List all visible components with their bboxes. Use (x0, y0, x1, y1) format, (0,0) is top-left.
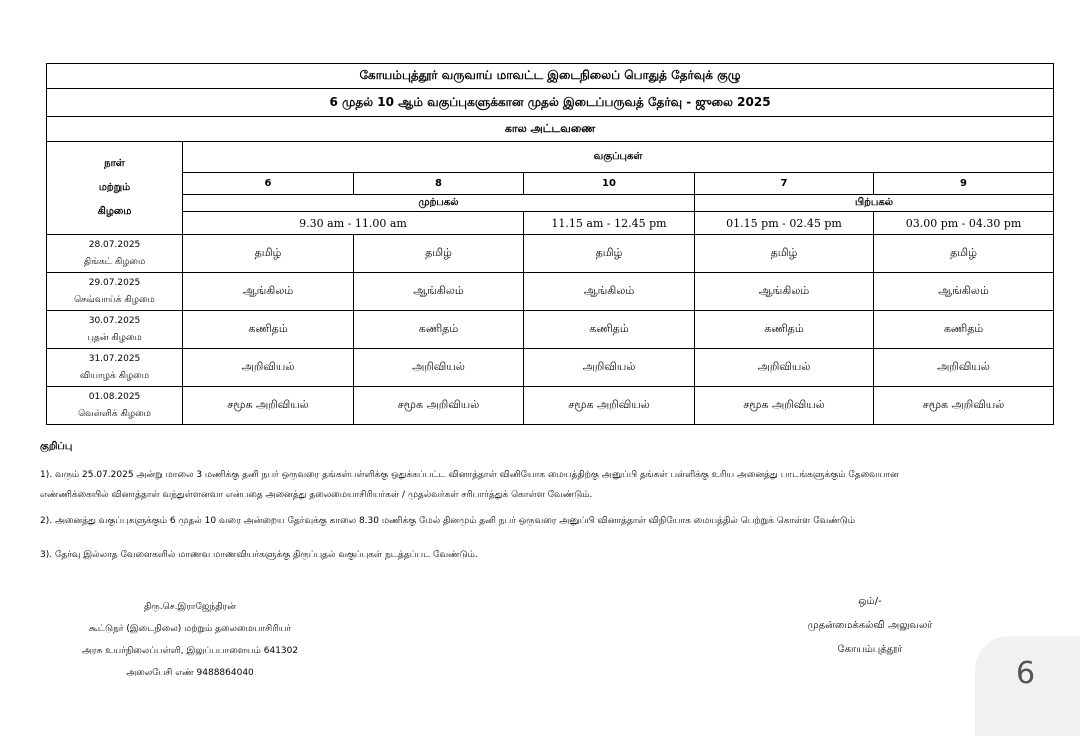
date-cell (47, 235, 183, 273)
table-row (47, 311, 1054, 349)
page-number: 6 (1016, 656, 1036, 691)
time-slot: 01.15 pm - 02.45 pm (695, 212, 874, 235)
subject-cell: கணிதம் (874, 311, 1054, 349)
day-header-line: நாள் (104, 158, 125, 169)
table-row (47, 235, 1054, 273)
day-column-header (47, 142, 183, 235)
subject-cell: ஆங்கிலம் (354, 273, 524, 311)
day-header-line: கிழமை (97, 206, 132, 217)
class-10-header: 10 (524, 173, 695, 195)
officer-signature (780, 590, 960, 662)
subject-cell: சமூக அறிவியல் (524, 387, 695, 425)
note-item: 1). வரும் 25.07.2025 அன்று மாலை 3 மணிக்கு தனி நபர் ஒருவரை தங்கள்பள்ளிக்கு ஒதுக்கப்பட்ட வினாத்தாள் வினியோக மையத்திற்கு அனுப்பி தங்கள் பள்ளிக்கு உரிய அனைத்து பாடங்களுக்கும் தேவையான (40, 470, 899, 480)
class-7-header: 7 (695, 173, 874, 195)
subject-cell: சமூக அறிவியல் (354, 387, 524, 425)
subject-cell: அறிவியல் (695, 349, 874, 387)
class-9-header: 9 (874, 173, 1054, 195)
note-item: எண்ணிக்கையில் வினாத்தாள் வந்துள்ளனவா என்பதை அனைத்து தலைமையாசிரியர்கள் / முதல்வர்கள் சரிபார்த்துக் கொள்ள வேண்டும். (40, 490, 593, 500)
subject-cell: தமிழ் (524, 235, 695, 273)
subject-cell: தமிழ் (874, 235, 1054, 273)
signature-line: கூட்டுநர் (இடைநிலை) மற்றும் தலைமையாசிரியர் (88, 624, 292, 634)
signature-line: ஒம்/- (858, 596, 882, 607)
org-title: கோயம்புத்தூர் வருவாய் மாவட்ட இடைநிலைப் பொதுத் தேர்வுக் குழு (47, 64, 1054, 89)
subject-cell: ஆங்கிலம் (695, 273, 874, 311)
class-6-header: 6 (183, 173, 354, 195)
table-row (47, 387, 1054, 425)
subject-cell: அறிவியல் (874, 349, 1054, 387)
timetable-table (46, 63, 1054, 425)
notes-label: குறிப்பு (40, 441, 73, 452)
time-slot: 11.15 am - 12.45 pm (524, 212, 695, 235)
weekday: புதன் கிழமை (87, 332, 142, 343)
subject-cell: அறிவியல் (183, 349, 354, 387)
table-row (47, 273, 1054, 311)
signature-line: அலைபேசி எண் 9488864040 (126, 668, 254, 678)
subject-cell: தமிழ் (183, 235, 354, 273)
coordinator-signature (70, 596, 310, 684)
subject-cell: ஆங்கிலம் (524, 273, 695, 311)
subject-cell: கணிதம் (354, 311, 524, 349)
classes-header: வகுப்புகள் (183, 142, 1054, 173)
date-cell (47, 349, 183, 387)
subject-cell: சமூக அறிவியல் (695, 387, 874, 425)
subject-cell: ஆங்கிலம் (874, 273, 1054, 311)
subject-cell: கணிதம் (524, 311, 695, 349)
signature-line: திரு.செ.இராஜேந்திரன் (144, 602, 236, 612)
note-item: 3). தேர்வு இல்லாத வேளைகளில் மாணவ மாணவியர்களுக்கு திருப்புதல் வகுப்புகள் நடத்தப்பட வேண்டும். (40, 550, 478, 560)
subject-cell: தமிழ் (354, 235, 524, 273)
date-cell (47, 387, 183, 425)
subject-cell: கணிதம் (695, 311, 874, 349)
weekday: வியாழக் கிழமை (80, 370, 149, 381)
signature-line: அரசு உயர்நிலைப்பள்ளி, இலுப்பபாளையம் 641302 (81, 646, 299, 656)
notes-section (40, 441, 1050, 565)
time-slot: 9.30 am - 11.00 am (183, 212, 524, 235)
afternoon-session: பிற்பகல் (695, 195, 1054, 212)
weekday: திங்கட் கிழமை (83, 256, 146, 267)
date: 30.07.2025 (88, 315, 141, 326)
date: 28.07.2025 (88, 239, 141, 250)
signature-line: முதன்மைக்கல்வி அலுவலர் (807, 620, 933, 631)
subject-cell: ஆங்கிலம் (183, 273, 354, 311)
subject-cell: சமூக அறிவியல் (183, 387, 354, 425)
time-slot: 03.00 pm - 04.30 pm (874, 212, 1054, 235)
weekday: வெள்ளிக் கிழமை (78, 408, 151, 419)
date-cell (47, 273, 183, 311)
subject-cell: அறிவியல் (524, 349, 695, 387)
table-row (47, 349, 1054, 387)
class-8-header: 8 (354, 173, 524, 195)
subject-cell: கணிதம் (183, 311, 354, 349)
date: 31.07.2025 (88, 353, 141, 364)
exam-title: 6 முதல் 10 ஆம் வகுப்புகளுக்கான முதல் இடைப்பருவத் தேர்வு - ஜுலை 2025 (47, 89, 1054, 117)
signature-line: கோயம்புத்தூர் (837, 644, 903, 655)
subject-cell: அறிவியல் (354, 349, 524, 387)
subject-cell: தமிழ் (695, 235, 874, 273)
day-header-line: மற்றும் (98, 182, 131, 193)
morning-session: முற்பகல் (183, 195, 695, 212)
date-cell (47, 311, 183, 349)
date: 29.07.2025 (88, 277, 141, 288)
note-item: 2). அனைத்து வகுப்புகளுக்கும் 6 முதல் 10 வரை அன்றைய தேர்வுக்கு காலை 8.30 மணிக்கு மேல் தினமும் தனி நபர் ஒருவரை அனுப்பி வினாத்தாள் விநியோக மையத்தில் பெற்றுக் கொள்ள வேண்டும் (40, 516, 855, 526)
weekday: செவ்வாய்க் கிழமை (74, 294, 155, 305)
timetable-title: கால அட்டவணை (47, 117, 1054, 142)
subject-cell: சமூக அறிவியல் (874, 387, 1054, 425)
date: 01.08.2025 (88, 391, 141, 402)
